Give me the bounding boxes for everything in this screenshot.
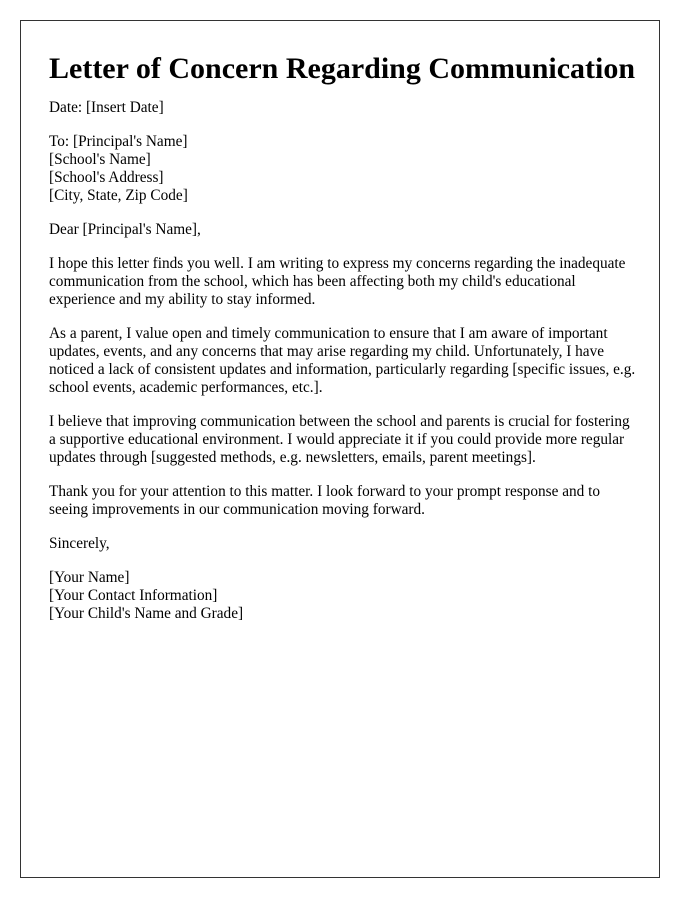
recipient-block [49,133,639,205]
body-paragraph-3: I believe that improving communication between the school and parents is crucial for fostering a supportive educational environment. I would appreciate it if you could provide more regular updates through [suggested methods, e.g. newsletters, emails, parent meetings]. [49,413,630,466]
body-paragraph-4: Thank you for your attention to this matter. I look forward to your prompt response and to seeing improvements in our communication moving forward. [49,483,601,518]
letter-title: Letter of Concern Regarding Communication [49,52,636,85]
recipient-to-line: To: [Principal's Name] [49,133,188,150]
signature-contact: [Your Contact Information] [49,587,218,604]
body-paragraph-1: I hope this letter finds you well. I am writing to express my concerns regarding the inadequate communication from the school, which has been affecting both my child's educational experience and my ability to stay informed. [49,255,626,308]
signature-name: [Your Name] [49,569,130,586]
salutation: Dear [Principal's Name], [49,221,201,238]
recipient-city-state-zip: [City, State, Zip Code] [49,187,188,204]
signature-child: [Your Child's Name and Grade] [49,605,244,622]
recipient-school-name: [School's Name] [49,151,151,168]
date-line: Date: [Insert Date] [49,99,164,116]
letter-content [49,51,639,639]
recipient-school-address: [School's Address] [49,169,164,186]
letter-page [20,20,660,878]
closing: Sincerely, [49,535,110,552]
body-paragraph-2: As a parent, I value open and timely communication to ensure that I am aware of important updates, events, and any concerns that may arise regarding my child. Unfortunately, I have noticed a lack of consistent updates and information, particularly regarding [specific issues, e.g. school events, academic performances, etc.]. [49,325,636,396]
signature-block [49,569,639,623]
